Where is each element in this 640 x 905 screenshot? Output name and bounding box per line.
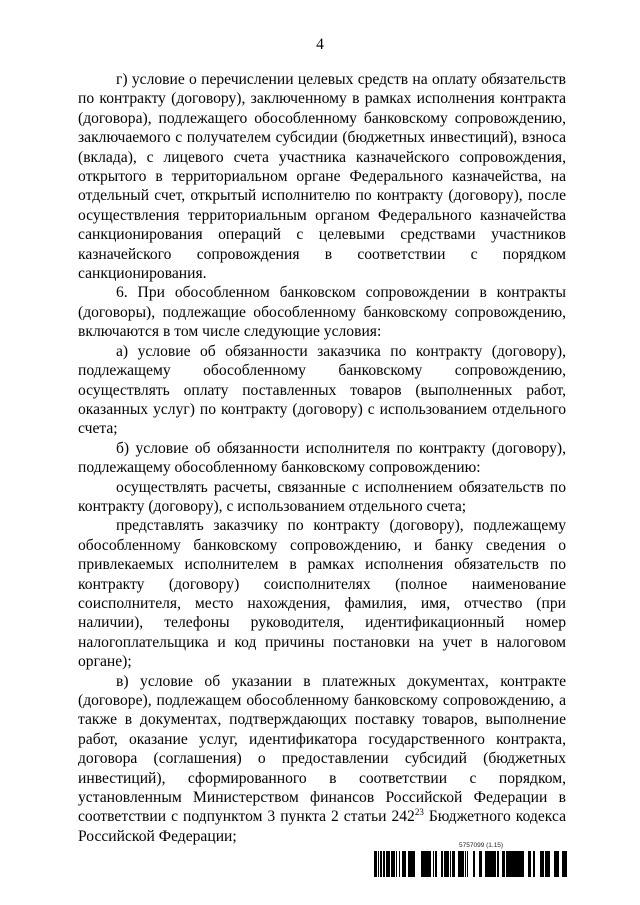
barcode-bar: [450, 851, 451, 877]
barcode-bar: [507, 851, 508, 877]
barcode-bar: [473, 851, 475, 877]
barcode-bar: [413, 851, 415, 877]
paragraph-a: а) условие об обязанности заказчика по контракту (договору), подлежащему обособленному банковскому сопровождению, осуществлять оплату поставленных товаров (выполненных работ, оказанных услуг) по контракту (договору) с использованием отдельного счета;: [78, 342, 566, 438]
barcode-bar: [503, 851, 505, 877]
barcode-bar: [458, 851, 460, 877]
barcode-bar: [517, 851, 520, 877]
barcode-image: [374, 851, 568, 877]
barcode-bar: [425, 851, 428, 877]
barcode-bar: [506, 851, 507, 877]
barcode-bar: [566, 851, 567, 877]
barcode-bar: [493, 851, 495, 877]
barcode-bar: [467, 851, 468, 877]
barcode-bar: [485, 851, 487, 877]
barcode-bar: [399, 851, 400, 877]
barcode-bar: [563, 851, 564, 877]
barcode-bar: [405, 851, 406, 877]
barcode-bar: [408, 851, 409, 877]
barcode-bar: [441, 851, 442, 877]
barcode-bar: [391, 851, 392, 877]
barcode-bar: [448, 851, 449, 877]
barcode-bar: [410, 851, 412, 877]
barcode-bar: [547, 851, 549, 877]
barcode-bar: [497, 851, 498, 877]
barcode-bar: [562, 851, 563, 877]
barcode-bar: [446, 851, 447, 877]
paragraph-b-item-2: представлять заказчику по контракту (договору), подлежащему обособленному банковскому сопровождению, и банку сведения о привлекаемых исполнителем в рамках исполнения обязательств по контракту (договору) соисполнителях (полное наименование соисполнителя, место нахождения, фамилия, имя, отчество (при наличии), телефоны руководителя, идентификационный номер налогоплательщика и код причины постановки на учет в налоговом органе);: [78, 517, 566, 671]
barcode-bar: [555, 851, 557, 877]
barcode-bar: [490, 851, 491, 877]
barcode-bar: [447, 851, 448, 877]
barcode-bar: [502, 851, 503, 877]
barcode-bar: [424, 851, 425, 877]
barcode-bar: [454, 851, 455, 877]
barcode-bar: [383, 851, 384, 877]
barcode-bar: [516, 851, 517, 877]
barcode-bar: [549, 851, 550, 877]
paragraph-v-text-2: Бюджетного кодекса Российской Федерации;: [78, 808, 567, 845]
barcode-bar: [435, 851, 437, 877]
paragraph-b-item-1: осуществлять расчеты, связанные с исполнением обязательств по контракту (договору), с использованием отдельного счета;: [78, 478, 566, 515]
barcode-bar: [510, 851, 511, 877]
barcode-bar: [487, 851, 490, 877]
barcode-bar: [452, 851, 453, 877]
barcode-bar: [409, 851, 410, 877]
barcode-bar: [543, 851, 544, 877]
barcode-bar: [394, 851, 395, 877]
barcode-bar: [461, 851, 463, 877]
barcode-bar: [396, 851, 397, 877]
barcode-bar: [521, 851, 522, 877]
barcode-bar: [495, 851, 496, 877]
barcode-bar: [557, 851, 558, 877]
barcode-bar: [522, 851, 524, 877]
barcode-bar: [380, 851, 382, 877]
barcode-bar: [530, 851, 531, 877]
barcode-bar: [534, 851, 535, 877]
barcode-bar: [520, 851, 521, 877]
barcode-bar: [442, 851, 443, 877]
barcode-bar: [528, 851, 530, 877]
barcode-bar: [421, 851, 423, 877]
barcode-bar: [513, 851, 515, 877]
barcode-bar: [479, 851, 482, 877]
barcode-bar: [564, 851, 565, 877]
barcode-bar: [491, 851, 493, 877]
barcode-bar: [444, 851, 446, 877]
barcode-bar: [498, 851, 499, 877]
barcode-bar: [392, 851, 394, 877]
barcode-bar: [376, 851, 377, 877]
barcode-bar: [508, 851, 509, 877]
barcode-bar: [402, 851, 404, 877]
barcode-bar: [433, 851, 434, 877]
barcode-bar: [388, 851, 390, 877]
barcode-bar: [533, 851, 534, 877]
barcode-bar: [404, 851, 405, 877]
document-body: [78, 70, 566, 846]
barcode-bar: [375, 851, 376, 877]
barcode-bar: [378, 851, 379, 877]
paragraph-b: б) условие об обязанности исполнителя по контракту (договору), подлежащему обособленному банковскому сопровождению:: [78, 439, 566, 477]
barcode-bar: [384, 851, 385, 877]
barcode-bar: [515, 851, 516, 877]
barcode-bar: [509, 851, 510, 877]
barcode-bar: [511, 851, 513, 877]
barcode-bar: [465, 851, 466, 877]
barcode-bar: [374, 851, 375, 877]
barcode-bar: [386, 851, 388, 877]
paragraph-v-text-1: в) условие об указании в платежных документах, контракте (договоре), подлежащем обособленному банковскому сопровождению, а также в документах, подтверждающих поставку товаров, выполнение работ, оказание услуг, идентификатора государственного контракта, договора (соглашения) о предоставлении субсидий (бюджетных инвестиций), сформированного в соответствии с порядком, установленным Министерством финансов Российской Федерации в соответствии с подпунктом 3 пункта 2 статьи 242: [78, 672, 566, 826]
page-number: 4: [316, 36, 324, 53]
paragraph-6: 6. При обособленном банковском сопровождении в контракты (договоры), подлежащие обособленному банковскому сопровождению, включаются в том числе следующие условия:: [78, 284, 566, 341]
barcode-bar: [565, 851, 566, 877]
barcode-bar: [453, 851, 454, 877]
article-superscript: 23: [414, 807, 424, 818]
barcode-bar: [540, 851, 542, 877]
barcode-bar: [460, 851, 461, 877]
barcode-bar: [558, 851, 559, 877]
paragraph-g: г) условие о перечислении целевых средств на оплату обязательств по контракту (договору), заключенному в рамках исполнения контракта (договора), подлежащего обособленному банковскому сопровождению, заключаемого с получателем субсидии (бюджетных инвестиций), взноса (вклада), с лицевого счета участника казначейского сопровождения, открытого в территориальном органе Федерального казначейства, на отдельный счет, открытый исполнителю по контракту (договору), после осуществления территориальным органом Федерального казначейства санкционирования операций с целевыми средствами участников казначейского сопровождения в соответствии с порядком санкционирования.: [78, 71, 566, 283]
barcode-bar: [463, 851, 464, 877]
barcode-bar: [554, 851, 555, 877]
paragraph-v: [78, 672, 566, 847]
barcode-bar: [545, 851, 547, 877]
barcode-bar: [542, 851, 543, 877]
document-code: 5757099 (1.15): [459, 842, 504, 849]
barcode-bar: [430, 851, 431, 877]
barcode-bar: [423, 851, 424, 877]
barcode-bar: [428, 851, 430, 877]
barcode-bar: [412, 851, 413, 877]
